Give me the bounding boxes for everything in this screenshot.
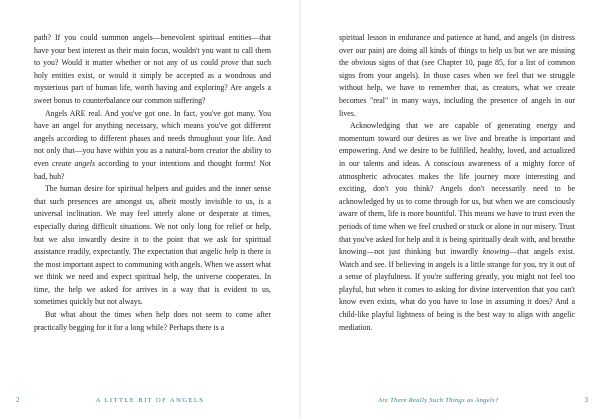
paragraph [34, 309, 271, 334]
paragraph [34, 183, 271, 309]
emphasis-text: knowing [482, 247, 510, 257]
text-run: Angels ARE real. And you've got one. In fact, you've got many. You have an angel for anything necessary, which means you've got different angels according to different phases and needs throughout your life. And not only that—you have within you as a natural-born creator the ability to even [34, 108, 271, 168]
text-run: spiritual lesson in endurance and patience at hand, and angels (in distress over our pain) are doing all kinds of things to help us but we are missing the obvious signs of that (see Chapter 10, page 85, for a list of common signs from your angels). In those cases when we feel that we struggle without help, we have to remember that, as creators, what we create becomes "real" in many ways, including the presence of angels in our lives. [339, 33, 575, 118]
text-run: path? If you could summon angels—benevolent spiritual entities—that have your best interest as their main focus, wouldn't you want to call them to you? Would it matter whether or not any of us could [34, 33, 271, 68]
page-number: 3 [584, 397, 588, 404]
paragraph [34, 32, 271, 108]
emphasis-text: prove [221, 58, 239, 68]
text-run: Acknowledging that we are capable of generating energy and momentum toward our desires as we live and breathe is important and empowering. And we desire to be fulfilled, healthy, loved, and actualized in our talents and ideas. A conscious awareness of a mighty force of atmospheric advocates makes the life journey more interesting and exciting, don't you think? Angels don't necessarily need to be acknowledged by us to come through for us, but when we are consciously aware of them, life is more bountiful. This means we have to trust even the periods of time when we feel crushed or stuck or alone in our misery. Trust that you've asked for help and it [339, 121, 575, 244]
left-page-body [34, 32, 271, 334]
text-run: But what about the times when help does not seem to come after practically begging for it for a long while? Perhaps there is a [34, 310, 271, 332]
right-page-body [339, 32, 575, 334]
emphasis-text: create angels [52, 158, 96, 168]
text-run: The human desire for spiritual helpers and guides and the inner sense that such presences are amongst us, albeit mostly invisible to us, is a universal inclination. We may feel utterly alone or desperate at times, especially during difficult situations. We not only long for relief or help, but we also inwardly desire it to the point that we ask for spiritual assistance readily, expectantly. The expectation that angelic help is there is the most important aspect to communing with angels. When we assert what we think we need and expect spiritual help, the universe cooperates. In time, the help we asked for arrives in a way that is evident to us, sometimes quickly but not always. [34, 184, 271, 307]
page-number: 2 [16, 397, 20, 404]
text-run: being spiritually dealt with, and breathe knowing—not just thinking but inwardly [339, 234, 575, 257]
emphasis-text: is [442, 234, 448, 244]
running-head-book-title: A LITTLE BIT OF ANGELS [95, 397, 205, 404]
text-run: —that angels exist. Watch and see. If believing in angels is a little strange for you, try it out of a sense of playfulness. If you're suffering greatly, you might not feel too playful, but when it comes to asking for divine intervention that you can't know even exists, what do you have to lose in assuming it does? And a child-like playful lightness of being is the best way to align with angelic mediation. [339, 247, 575, 332]
right-page [300, 0, 600, 419]
paragraph [34, 108, 271, 184]
paragraph [339, 120, 575, 334]
text-run: that such holy entities exist, or would it simply be accepted as a wondrous and mysterious part of human life, worth having and exploring? Are angels a sweet bonus to counterbalance our common suffering? [34, 58, 271, 105]
running-head-chapter-title: Are There Really Such Things as Angels? [378, 397, 499, 404]
paragraph [339, 32, 575, 120]
text-run: according to your intentions and thought forms! Not bad, huh? [34, 158, 271, 181]
